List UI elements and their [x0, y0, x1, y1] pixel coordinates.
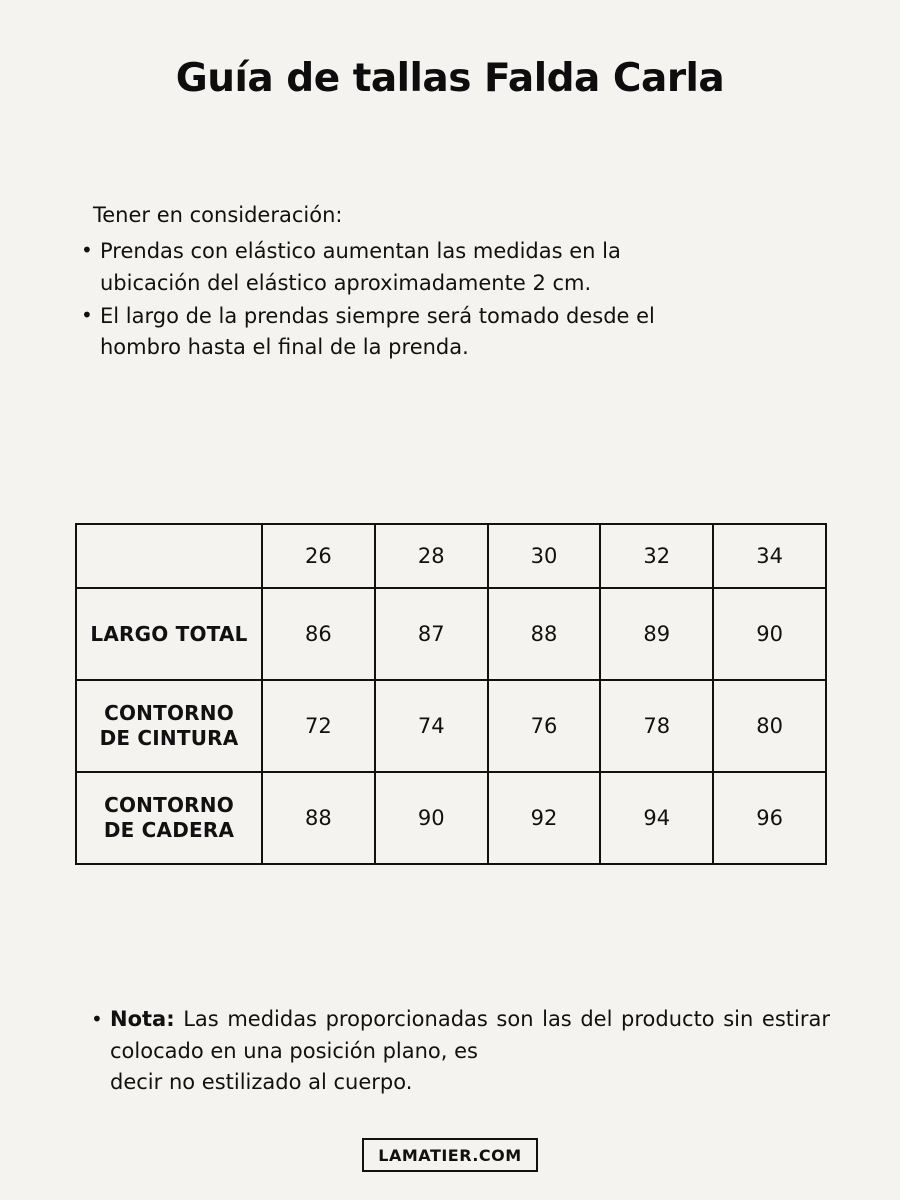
table-row — [76, 588, 826, 680]
list-item — [85, 1004, 830, 1099]
column-header-size: 34 — [713, 524, 826, 588]
table-row — [76, 772, 826, 864]
row-label — [76, 680, 262, 772]
footnote-line-3: decir no estilizado al cuerpo. — [110, 1070, 413, 1094]
considerations-block — [75, 200, 825, 365]
table-cell: 86 — [262, 588, 375, 680]
table-corner-cell — [76, 524, 262, 588]
footnote-block — [85, 1004, 830, 1099]
size-table — [75, 523, 827, 865]
row-label-line-2: DE CINTURA — [99, 726, 239, 750]
table-cell: 88 — [262, 772, 375, 864]
footnote-list — [85, 1004, 830, 1099]
considerations-list — [75, 236, 825, 362]
column-header-size: 32 — [600, 524, 713, 588]
list-item — [75, 301, 825, 363]
table-cell: 78 — [600, 680, 713, 772]
row-label-line-2: DE CADERA — [103, 818, 235, 842]
row-label-line-1: CONTORNO — [104, 701, 234, 725]
row-label-line-1: CONTORNO — [104, 793, 234, 817]
row-label — [76, 772, 262, 864]
footnote-line-1: Las medidas proporcionadas son las del — [183, 1007, 613, 1031]
column-header-size: 26 — [262, 524, 375, 588]
table-cell: 90 — [713, 588, 826, 680]
table-cell: 94 — [600, 772, 713, 864]
note-1-line-1: Prendas con elástico aumentan las medidas en la — [100, 239, 621, 264]
table-cell: 96 — [713, 772, 826, 864]
page-title: Guía de tallas Falda Carla — [175, 56, 725, 101]
row-label: LARGO TOTAL — [76, 588, 262, 680]
table-cell: 87 — [375, 588, 488, 680]
note-2-line-1: El largo de la prendas siempre será tomado desde el — [100, 303, 655, 328]
footnote-line-2: producto sin estirar colocado en una posición plano, es — [110, 1007, 830, 1063]
table-cell: 80 — [713, 680, 826, 772]
brand-name: LAMATIER.COM — [362, 1138, 537, 1172]
note-1-line-2: ubicación del elástico aproximadamente 2 cm. — [100, 270, 592, 295]
footnote-label: Nota: — [110, 1007, 175, 1031]
table-cell: 88 — [488, 588, 601, 680]
brand-footer — [0, 1138, 900, 1172]
list-item — [75, 236, 825, 298]
table-header-row — [76, 524, 826, 588]
column-header-size: 30 — [488, 524, 601, 588]
table-row — [76, 680, 826, 772]
table-cell: 92 — [488, 772, 601, 864]
table-cell: 74 — [375, 680, 488, 772]
table-cell: 72 — [262, 680, 375, 772]
considerations-lead: Tener en consideración: — [93, 203, 343, 227]
table-cell: 76 — [488, 680, 601, 772]
note-2-line-2: hombro hasta el final de la prenda. — [100, 334, 469, 359]
table-cell: 89 — [600, 588, 713, 680]
table-cell: 90 — [375, 772, 488, 864]
size-table-wrapper — [75, 523, 825, 865]
column-header-size: 28 — [375, 524, 488, 588]
